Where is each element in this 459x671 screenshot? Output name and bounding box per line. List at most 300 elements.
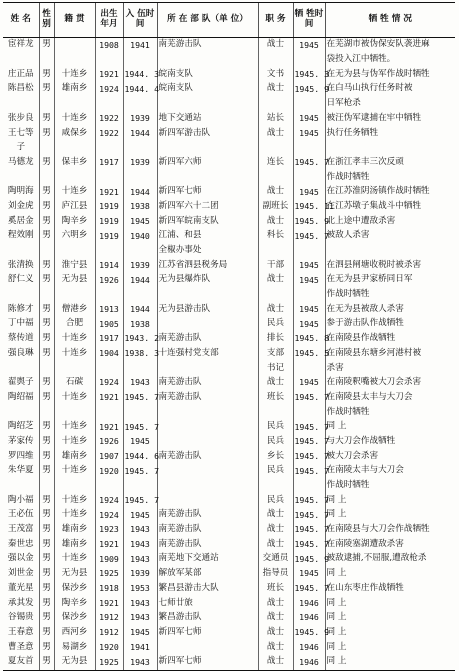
- name-cell: [3, 405, 39, 420]
- origin-cell: [54, 405, 95, 420]
- origin-cell: 十连乡: [54, 111, 95, 126]
- post-cell: 战士: [258, 302, 293, 317]
- table-row: [3, 126, 455, 141]
- gender-cell: [39, 479, 54, 494]
- circumstance-cell: [325, 141, 455, 156]
- gender-cell: [39, 405, 54, 420]
- birth-cell: 1907: [95, 449, 123, 464]
- name-cell: 承其发: [7, 597, 34, 608]
- table-row: [3, 82, 455, 97]
- table-row: [3, 581, 455, 596]
- post-cell: [258, 479, 293, 494]
- birth-cell: 1914: [95, 258, 123, 273]
- circumstance-cell: 在南陵县太丰与大刀会: [325, 391, 455, 406]
- circumstance-cell: 被敌逮捕,不屈服,遭敌枪杀: [325, 552, 455, 567]
- unit-cell: 地下交通站: [157, 111, 258, 126]
- origin-cell: 六明乡: [54, 229, 95, 244]
- post-cell: 战士: [258, 508, 293, 523]
- table-row: [3, 640, 455, 655]
- martyr-time-cell: 1945. 7: [293, 435, 325, 450]
- circumstance-cell: 被大刀会杀害: [325, 449, 455, 464]
- enlist-cell: 1939: [123, 156, 157, 171]
- birth-cell: 1921: [95, 596, 123, 611]
- enlist-cell: 1945: [123, 435, 157, 450]
- circumstance-cell: 在江苏淮阴汤镇作战时牺牲: [325, 185, 455, 200]
- table-row: [3, 258, 455, 273]
- gender-cell: 男: [39, 185, 54, 200]
- name-cell: 程效刚: [7, 230, 34, 241]
- unit-cell: [157, 361, 258, 376]
- unit-cell: [157, 97, 258, 112]
- birth-cell: 1925: [95, 567, 123, 582]
- table-row: [3, 111, 455, 126]
- gender-cell: 男: [39, 537, 54, 552]
- martyr-time-cell: 1945: [293, 376, 325, 391]
- name-cell: 强良琳: [7, 347, 34, 358]
- name-cell: 奚居金: [7, 215, 34, 226]
- table-row: [3, 53, 455, 68]
- origin-cell: 雄南乡: [54, 82, 95, 97]
- origin-cell: 十连乡: [54, 346, 95, 361]
- gender-cell: 男: [39, 258, 54, 273]
- gender-cell: 男: [39, 640, 54, 655]
- origin-cell: [54, 479, 95, 494]
- martyr-time-cell: 1945. 9: [293, 214, 325, 229]
- martyr-time-cell: 1945. 3: [293, 67, 325, 82]
- unit-cell: 皖南支队: [157, 82, 258, 97]
- origin-cell: 十连乡: [54, 420, 95, 435]
- post-cell: [258, 170, 293, 185]
- post-cell: 班长: [258, 391, 293, 406]
- gender-cell: [39, 244, 54, 259]
- martyr-time-cell: [293, 53, 325, 68]
- name-cell: [3, 288, 39, 303]
- header-martyr-time: 牺 牲时 间: [293, 3, 325, 38]
- origin-cell: 咸保乡: [54, 126, 95, 141]
- table-row: [3, 67, 455, 82]
- name-cell: [3, 244, 39, 259]
- post-cell: 民兵: [258, 435, 293, 450]
- circumstance-cell: 在江苏墩子集战斗中牺牲: [325, 200, 455, 215]
- martyr-time-cell: [293, 97, 325, 112]
- enlist-cell: 1944. 4: [123, 82, 157, 97]
- name-cell: 张清换: [7, 259, 34, 270]
- circumstance-cell: 在白马山执行任务时被: [325, 82, 455, 97]
- origin-cell: 十连乡: [54, 493, 95, 508]
- circumstance-cell: 杀害: [325, 361, 455, 376]
- header-origin: 籍 贯: [54, 3, 95, 38]
- circumstance-cell: 作战时牺牲: [325, 288, 455, 303]
- circumstance-cell: 同 上: [325, 626, 455, 641]
- name-cell: [3, 97, 39, 112]
- post-cell: [258, 288, 293, 303]
- origin-cell: 雄南乡: [54, 537, 95, 552]
- table-row: [3, 523, 455, 538]
- name-cell: 秦世忠: [7, 538, 34, 549]
- birth-cell: [95, 405, 123, 420]
- circumstance-cell: 同 上: [325, 508, 455, 523]
- gender-cell: 男: [39, 126, 54, 141]
- gender-cell: 男: [39, 626, 54, 641]
- header-name: 姓 名: [3, 3, 39, 38]
- martyr-time-cell: [293, 141, 325, 156]
- unit-cell: [157, 493, 258, 508]
- table-row: [3, 376, 455, 391]
- enlist-cell: 1944. 3: [123, 67, 157, 82]
- circumstance-cell: 在无为县与伪军作战时牺牲: [325, 67, 455, 82]
- gender-cell: [39, 141, 54, 156]
- gender-cell: [39, 170, 54, 185]
- enlist-cell: [123, 479, 157, 494]
- name-cell: 刘世金: [7, 568, 34, 579]
- post-cell: 战士: [258, 126, 293, 141]
- birth-cell: 1926: [95, 273, 123, 288]
- enlist-cell: [123, 244, 157, 259]
- name-cell: [3, 361, 39, 376]
- enlist-cell: [123, 97, 157, 112]
- origin-cell: [54, 361, 95, 376]
- unit-cell: 全椒办事处: [157, 244, 258, 259]
- martyr-time-cell: [293, 361, 325, 376]
- birth-cell: 1919: [95, 200, 123, 215]
- birth-cell: 1926: [95, 435, 123, 450]
- table-row: [3, 479, 455, 494]
- origin-cell: [54, 53, 95, 68]
- enlist-cell: 1944. 6: [123, 449, 157, 464]
- origin-cell: 易湖乡: [54, 640, 95, 655]
- gender-cell: 男: [39, 156, 54, 171]
- birth-cell: 1904: [95, 346, 123, 361]
- martyr-time-cell: 1946: [293, 655, 325, 670]
- gender-cell: 男: [39, 391, 54, 406]
- birth-cell: 1913: [95, 302, 123, 317]
- birth-cell: 1924: [95, 493, 123, 508]
- gender-cell: 男: [39, 552, 54, 567]
- origin-cell: 僧港乡: [54, 302, 95, 317]
- gender-cell: 男: [39, 581, 54, 596]
- name-cell: 陶绍福: [7, 391, 34, 402]
- martyr-time-cell: [293, 288, 325, 303]
- circumstance-cell: 在南陵县东塘乡河港村被: [325, 346, 455, 361]
- gender-cell: 男: [39, 435, 54, 450]
- name-cell: 舒仁义: [7, 274, 34, 285]
- martyr-time-cell: 1945. 5: [293, 346, 325, 361]
- enlist-cell: 1943: [123, 596, 157, 611]
- unit-cell: [157, 170, 258, 185]
- name-cell: [3, 53, 39, 68]
- post-cell: [258, 53, 293, 68]
- table-row: [3, 508, 455, 523]
- unit-cell: [157, 479, 258, 494]
- enlist-cell: 1944: [123, 273, 157, 288]
- name-cell: 张步良: [7, 112, 34, 123]
- enlist-cell: 1953: [123, 581, 157, 596]
- table-row: [3, 567, 455, 582]
- post-cell: 民兵: [258, 420, 293, 435]
- post-cell: [258, 244, 293, 259]
- martyr-time-cell: 1945: [293, 258, 325, 273]
- martyr-time-cell: 1945. 7: [293, 493, 325, 508]
- post-cell: 战士: [258, 655, 293, 670]
- martyr-time-cell: 1945: [293, 126, 325, 141]
- martyr-time-cell: 1946: [293, 596, 325, 611]
- table-row: [3, 449, 455, 464]
- name-cell: 董光星: [7, 582, 34, 593]
- unit-cell: 南芜游击队: [157, 391, 258, 406]
- header-enlist: 入 伍时 间: [123, 3, 157, 38]
- header-circumstance: 牺 牲 情 况: [325, 3, 455, 38]
- martyr-time-cell: [293, 479, 325, 494]
- martyr-time-cell: 1945: [293, 567, 325, 582]
- post-cell: 战士: [258, 185, 293, 200]
- post-cell: 战士: [258, 376, 293, 391]
- birth-cell: 1912: [95, 611, 123, 626]
- origin-cell: 西河乡: [54, 626, 95, 641]
- birth-cell: 1924: [95, 376, 123, 391]
- circumstance-cell: 作战时牺牲: [325, 170, 455, 185]
- gender-cell: 男: [39, 332, 54, 347]
- martyr-time-cell: 1945: [293, 111, 325, 126]
- table-row: [3, 332, 455, 347]
- unit-cell: 新四军游击队: [157, 126, 258, 141]
- gender-cell: 男: [39, 38, 54, 53]
- gender-cell: 男: [39, 596, 54, 611]
- post-cell: 民兵: [258, 317, 293, 332]
- birth-cell: 1921: [95, 420, 123, 435]
- post-cell: 战士: [258, 626, 293, 641]
- header-post: 职 务: [258, 3, 293, 38]
- gender-cell: 男: [39, 67, 54, 82]
- post-cell: 战士: [258, 537, 293, 552]
- enlist-cell: [123, 170, 157, 185]
- unit-cell: 皖南支队: [157, 67, 258, 82]
- circumstance-cell: 袋投入江中牺牲。: [325, 53, 455, 68]
- unit-cell: [157, 288, 258, 303]
- table-row: [3, 493, 455, 508]
- unit-cell: 南芜游击队: [157, 38, 258, 53]
- name-cell: 蔡传道: [7, 333, 34, 344]
- origin-cell: 雄南乡: [54, 523, 95, 538]
- circumstance-cell: 同 上: [325, 567, 455, 582]
- origin-cell: 雄南乡: [54, 449, 95, 464]
- post-cell: [258, 405, 293, 420]
- name-cell: [3, 479, 39, 494]
- enlist-cell: 1943: [123, 655, 157, 670]
- enlist-cell: [123, 53, 157, 68]
- name-cell: [3, 170, 39, 185]
- birth-cell: 1908: [95, 38, 123, 53]
- post-cell: 战士: [258, 214, 293, 229]
- post-cell: 支部: [258, 346, 293, 361]
- gender-cell: 男: [39, 200, 54, 215]
- birth-cell: 1922: [95, 126, 123, 141]
- table-row: [3, 435, 455, 450]
- origin-cell: 保沙乡: [54, 611, 95, 626]
- circumstance-cell: 在无为县被敌人杀害: [325, 302, 455, 317]
- table-row: [3, 38, 455, 53]
- origin-cell: 十连乡: [54, 185, 95, 200]
- enlist-cell: 1943: [123, 537, 157, 552]
- origin-cell: 十连乡: [54, 508, 95, 523]
- unit-cell: 江浦、和县: [157, 229, 258, 244]
- circumstance-cell: 在南陵县与大刀会作战牺牲: [325, 523, 455, 538]
- post-cell: 书记: [258, 361, 293, 376]
- circumstance-cell: 在南陵县作战牺牲: [325, 332, 455, 347]
- gender-cell: 男: [39, 317, 54, 332]
- unit-cell: 南芜游击队: [157, 508, 258, 523]
- post-cell: 战士: [258, 82, 293, 97]
- enlist-cell: 1939: [123, 567, 157, 582]
- unit-cell: 解放军某部: [157, 567, 258, 582]
- post-cell: 乡长: [258, 449, 293, 464]
- circumstance-cell: 在南陵釈嘴被大刀会杀害: [325, 376, 455, 391]
- gender-cell: 男: [39, 611, 54, 626]
- birth-cell: 1917: [95, 332, 123, 347]
- birth-cell: 1925: [95, 655, 123, 670]
- table-row: [3, 302, 455, 317]
- enlist-cell: 1939: [123, 111, 157, 126]
- birth-cell: [95, 97, 123, 112]
- unit-cell: 新四军七师: [157, 655, 258, 670]
- post-cell: 副班长: [258, 200, 293, 215]
- enlist-cell: 1938. 3: [123, 346, 157, 361]
- name-cell: 陈昌松: [7, 83, 34, 94]
- birth-cell: 1923: [95, 523, 123, 538]
- table-row: [3, 464, 455, 479]
- enlist-cell: 1945. 7: [123, 391, 157, 406]
- table-row: [3, 552, 455, 567]
- table-row: [3, 170, 455, 185]
- enlist-cell: 1944: [123, 302, 157, 317]
- enlist-cell: 1945: [123, 508, 157, 523]
- post-cell: 交通员: [258, 552, 293, 567]
- gender-cell: 男: [39, 449, 54, 464]
- post-cell: 战士: [258, 38, 293, 53]
- enlist-cell: 1945: [123, 626, 157, 641]
- name-cell: 陈修才: [7, 303, 34, 314]
- name-cell: 陶明海: [7, 186, 34, 197]
- post-cell: 战士: [258, 640, 293, 655]
- name-cell: 茅家传: [7, 435, 34, 446]
- table-row: [3, 288, 455, 303]
- circumstance-cell: 同 上: [325, 655, 455, 670]
- origin-cell: 陶辛乡: [54, 214, 95, 229]
- martyr-time-cell: 1945. 7: [293, 464, 325, 479]
- birth-cell: 1921: [95, 185, 123, 200]
- origin-cell: 合肥: [54, 317, 95, 332]
- origin-cell: 陶辛乡: [54, 596, 95, 611]
- post-cell: 文书: [258, 67, 293, 82]
- origin-cell: 十连乡: [54, 67, 95, 82]
- enlist-cell: 1941: [123, 640, 157, 655]
- birth-cell: 1919: [95, 214, 123, 229]
- table-header: [3, 3, 455, 38]
- origin-cell: [54, 141, 95, 156]
- martyr-time-cell: 1945. 7: [293, 581, 325, 596]
- enlist-cell: 1943: [123, 376, 157, 391]
- birth-cell: 1917: [95, 156, 123, 171]
- martyr-table: [3, 2, 455, 671]
- name-cell: 庄正品: [7, 68, 34, 79]
- enlist-cell: 1943: [123, 552, 157, 567]
- unit-cell: 南芜游击队: [157, 523, 258, 538]
- birth-cell: [95, 361, 123, 376]
- name-cell: 马德龙: [7, 156, 34, 167]
- birth-cell: 1924: [95, 508, 123, 523]
- origin-cell: 无为县: [54, 273, 95, 288]
- unit-cell: [157, 317, 258, 332]
- birth-cell: [95, 53, 123, 68]
- origin-cell: 十连乡: [54, 464, 95, 479]
- birth-cell: 1909: [95, 552, 123, 567]
- martyr-time-cell: 1945: [293, 273, 325, 288]
- gender-cell: 男: [39, 567, 54, 582]
- origin-cell: [54, 288, 95, 303]
- unit-cell: [157, 420, 258, 435]
- origin-cell: 保沙乡: [54, 581, 95, 596]
- circumstance-cell: 同 上: [325, 611, 455, 626]
- unit-cell: 南芜游击队: [157, 449, 258, 464]
- origin-cell: 无为县: [54, 655, 95, 670]
- unit-cell: 新四军皖南支队: [157, 214, 258, 229]
- circumstance-cell: 同 上: [325, 596, 455, 611]
- unit-cell: 江苏省泗县税务局: [157, 258, 258, 273]
- birth-cell: 1905: [95, 317, 123, 332]
- gender-cell: 男: [39, 523, 54, 538]
- post-cell: 战士: [258, 273, 293, 288]
- circumstance-cell: 作战时牺牲: [325, 479, 455, 494]
- unit-cell: 无为县游击队: [157, 302, 258, 317]
- name-cell: 强以金: [7, 553, 34, 564]
- post-cell: 指导员: [258, 567, 293, 582]
- enlist-cell: 1945. 7: [123, 493, 157, 508]
- circumstance-cell: 在山东枣庄作战牺牲: [325, 581, 455, 596]
- enlist-cell: 1945. 7: [123, 464, 157, 479]
- post-cell: 干部: [258, 258, 293, 273]
- gender-cell: 男: [39, 82, 54, 97]
- post-cell: 民兵: [258, 464, 293, 479]
- martyr-time-cell: 1945: [293, 38, 325, 53]
- origin-cell: 十连乡: [54, 552, 95, 567]
- origin-cell: 石碳: [54, 376, 95, 391]
- table-row: [3, 361, 455, 376]
- origin-cell: [54, 97, 95, 112]
- circumstance-cell: 日军枪杀: [325, 97, 455, 112]
- unit-cell: 新四军七师: [157, 626, 258, 641]
- martyr-time-cell: 1945. 9: [293, 626, 325, 641]
- enlist-cell: 1945. 7: [123, 420, 157, 435]
- unit-cell: 南芜游击队: [157, 537, 258, 552]
- gender-cell: 男: [39, 655, 54, 670]
- name-cell: 丁中福: [7, 318, 34, 329]
- enlist-cell: 1940: [123, 229, 157, 244]
- table-body: [3, 38, 455, 671]
- post-cell: 排长: [258, 332, 293, 347]
- enlist-cell: 1944: [123, 185, 157, 200]
- name-cell: 翟舆子: [7, 377, 34, 388]
- birth-cell: [95, 244, 123, 259]
- enlist-cell: 1939: [123, 258, 157, 273]
- martyr-time-cell: 1945. 7: [293, 420, 325, 435]
- origin-cell: [54, 170, 95, 185]
- table-row: [3, 97, 455, 112]
- origin-cell: 庐江县: [54, 200, 95, 215]
- circumstance-cell: 在泗县闸塘收税时被杀害: [325, 258, 455, 273]
- unit-cell: [157, 464, 258, 479]
- table-row: [3, 185, 455, 200]
- circumstance-cell: 在芜湖市被伪保安队袭进麻: [325, 38, 455, 53]
- gender-cell: 男: [39, 111, 54, 126]
